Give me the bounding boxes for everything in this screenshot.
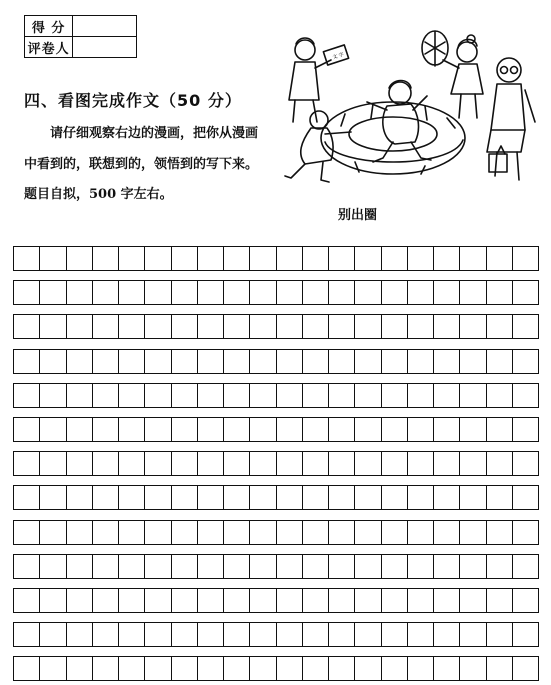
- grid-cell[interactable]: [303, 521, 329, 544]
- grid-cell[interactable]: [119, 486, 145, 509]
- grid-cell[interactable]: [434, 521, 460, 544]
- grid-cell[interactable]: [224, 247, 250, 270]
- grid-row: [13, 417, 539, 442]
- grid-cell[interactable]: [277, 486, 303, 509]
- grid-cell[interactable]: [382, 521, 408, 544]
- grid-cell[interactable]: [303, 418, 329, 441]
- grid-cell[interactable]: [14, 589, 40, 612]
- grid-cell[interactable]: [460, 350, 486, 373]
- grid-cell[interactable]: [434, 247, 460, 270]
- grid-cell[interactable]: [408, 418, 434, 441]
- grid-cell[interactable]: [382, 281, 408, 304]
- grid-cell[interactable]: [14, 247, 40, 270]
- grid-cell[interactable]: [303, 247, 329, 270]
- grid-cell[interactable]: [434, 623, 460, 646]
- grid-cell[interactable]: [460, 555, 486, 578]
- grid-cell[interactable]: [67, 589, 93, 612]
- grid-cell[interactable]: [303, 315, 329, 338]
- grid-cell[interactable]: [434, 589, 460, 612]
- grid-cell[interactable]: [172, 623, 198, 646]
- grid-cell[interactable]: [513, 623, 538, 646]
- grid-cell[interactable]: [277, 521, 303, 544]
- grid-cell[interactable]: [355, 555, 381, 578]
- grid-cell[interactable]: [145, 623, 171, 646]
- grid-cell[interactable]: [487, 350, 513, 373]
- grid-cell[interactable]: [224, 589, 250, 612]
- grid-cell[interactable]: [224, 281, 250, 304]
- grid-cell[interactable]: [434, 384, 460, 407]
- grid-cell[interactable]: [513, 521, 538, 544]
- grid-cell[interactable]: [119, 589, 145, 612]
- grid-cell[interactable]: [224, 315, 250, 338]
- grid-cell[interactable]: [408, 452, 434, 475]
- grid-cell[interactable]: [250, 315, 276, 338]
- grid-cell[interactable]: [487, 247, 513, 270]
- grid-cell[interactable]: [277, 623, 303, 646]
- grid-cell[interactable]: [277, 350, 303, 373]
- grid-row: [13, 383, 539, 408]
- grid-cell[interactable]: [198, 452, 224, 475]
- book-cover-text: 文 字: [331, 51, 345, 61]
- grid-cell[interactable]: [145, 315, 171, 338]
- grid-row: [13, 588, 539, 613]
- grid-cell[interactable]: [145, 418, 171, 441]
- grid-cell[interactable]: [198, 384, 224, 407]
- grid-cell[interactable]: [93, 281, 119, 304]
- grid-row: [13, 554, 539, 579]
- grid-cell[interactable]: [329, 623, 355, 646]
- grid-cell[interactable]: [14, 418, 40, 441]
- grid-cell[interactable]: [487, 589, 513, 612]
- grid-cell[interactable]: [93, 350, 119, 373]
- grid-cell[interactable]: [67, 452, 93, 475]
- grader-label: 评卷人: [25, 37, 73, 58]
- grid-cell[interactable]: [14, 315, 40, 338]
- grid-cell[interactable]: [329, 384, 355, 407]
- grid-cell[interactable]: [224, 384, 250, 407]
- grid-cell[interactable]: [460, 521, 486, 544]
- grid-cell[interactable]: [513, 589, 538, 612]
- grid-cell[interactable]: [119, 452, 145, 475]
- grid-cell[interactable]: [355, 486, 381, 509]
- grid-cell[interactable]: [67, 555, 93, 578]
- grid-cell[interactable]: [198, 315, 224, 338]
- grid-cell[interactable]: [93, 623, 119, 646]
- grid-cell[interactable]: [329, 350, 355, 373]
- grid-cell[interactable]: [329, 247, 355, 270]
- grid-cell[interactable]: [145, 281, 171, 304]
- grid-cell[interactable]: [93, 555, 119, 578]
- grid-cell[interactable]: [408, 281, 434, 304]
- grid-cell[interactable]: [329, 281, 355, 304]
- grid-cell[interactable]: [198, 486, 224, 509]
- grid-cell[interactable]: [277, 657, 303, 680]
- grid-cell[interactable]: [93, 247, 119, 270]
- grid-cell[interactable]: [40, 657, 66, 680]
- grid-cell[interactable]: [145, 486, 171, 509]
- grid-cell[interactable]: [67, 315, 93, 338]
- grid-cell[interactable]: [460, 623, 486, 646]
- grid-cell[interactable]: [67, 384, 93, 407]
- grid-cell[interactable]: [487, 384, 513, 407]
- grid-cell[interactable]: [408, 521, 434, 544]
- grid-row: [13, 314, 539, 339]
- grid-cell[interactable]: [329, 452, 355, 475]
- grid-cell[interactable]: [434, 281, 460, 304]
- grid-cell[interactable]: [329, 589, 355, 612]
- grid-cell[interactable]: [198, 657, 224, 680]
- grid-cell[interactable]: [460, 384, 486, 407]
- grid-cell[interactable]: [145, 555, 171, 578]
- grid-cell[interactable]: [460, 281, 486, 304]
- grid-cell[interactable]: [198, 589, 224, 612]
- grid-cell[interactable]: [224, 623, 250, 646]
- grid-cell[interactable]: [40, 521, 66, 544]
- grid-cell[interactable]: [460, 657, 486, 680]
- grid-cell[interactable]: [277, 315, 303, 338]
- grid-cell[interactable]: [250, 589, 276, 612]
- grid-cell[interactable]: [119, 521, 145, 544]
- grid-cell[interactable]: [382, 589, 408, 612]
- grid-cell[interactable]: [460, 452, 486, 475]
- grid-cell[interactable]: [119, 247, 145, 270]
- grid-cell[interactable]: [434, 418, 460, 441]
- grid-cell[interactable]: [329, 418, 355, 441]
- grid-cell[interactable]: [224, 418, 250, 441]
- grid-cell[interactable]: [355, 418, 381, 441]
- grid-cell[interactable]: [224, 486, 250, 509]
- grid-cell[interactable]: [14, 623, 40, 646]
- grid-cell[interactable]: [145, 384, 171, 407]
- grid-cell[interactable]: [408, 315, 434, 338]
- grid-cell[interactable]: [198, 418, 224, 441]
- grid-cell[interactable]: [277, 589, 303, 612]
- grid-cell[interactable]: [434, 350, 460, 373]
- grid-cell[interactable]: [460, 486, 486, 509]
- grid-cell[interactable]: [93, 315, 119, 338]
- grid-cell[interactable]: [14, 350, 40, 373]
- grid-cell[interactable]: [487, 657, 513, 680]
- score-table: [24, 15, 137, 58]
- grid-cell[interactable]: [382, 657, 408, 680]
- grid-cell[interactable]: [355, 247, 381, 270]
- grid-cell[interactable]: [303, 452, 329, 475]
- grid-cell[interactable]: [250, 623, 276, 646]
- grid-cell[interactable]: [145, 521, 171, 544]
- grid-cell[interactable]: [513, 384, 538, 407]
- grid-cell[interactable]: [14, 657, 40, 680]
- grid-cell[interactable]: [329, 555, 355, 578]
- cartoon-caption: 别出圈: [338, 208, 378, 223]
- grid-cell[interactable]: [119, 418, 145, 441]
- grid-cell[interactable]: [355, 521, 381, 544]
- grid-cell[interactable]: [172, 350, 198, 373]
- grid-row: [13, 656, 539, 681]
- grid-cell[interactable]: [487, 452, 513, 475]
- grid-cell[interactable]: [40, 384, 66, 407]
- grid-cell[interactable]: [277, 418, 303, 441]
- grid-cell[interactable]: [172, 315, 198, 338]
- grid-cell[interactable]: [303, 623, 329, 646]
- cartoon-illustration: [275, 30, 541, 198]
- grid-cell[interactable]: [355, 384, 381, 407]
- grid-cell[interactable]: [67, 521, 93, 544]
- grid-cell[interactable]: [303, 589, 329, 612]
- grid-cell[interactable]: [434, 657, 460, 680]
- grid-cell[interactable]: [513, 452, 538, 475]
- grid-cell[interactable]: [250, 281, 276, 304]
- grid-row: [13, 246, 539, 271]
- grid-cell[interactable]: [93, 521, 119, 544]
- grid-cell[interactable]: [355, 350, 381, 373]
- grid-cell[interactable]: [277, 555, 303, 578]
- grid-cell[interactable]: [303, 350, 329, 373]
- grid-cell[interactable]: [119, 281, 145, 304]
- grid-cell[interactable]: [408, 384, 434, 407]
- grid-cell[interactable]: [224, 521, 250, 544]
- grid-cell[interactable]: [40, 418, 66, 441]
- grid-cell[interactable]: [513, 486, 538, 509]
- grader-field[interactable]: [73, 37, 137, 58]
- grid-cell[interactable]: [145, 589, 171, 612]
- grid-cell[interactable]: [355, 452, 381, 475]
- grid-cell[interactable]: [277, 281, 303, 304]
- grid-cell[interactable]: [67, 623, 93, 646]
- grid-cell[interactable]: [408, 555, 434, 578]
- grid-cell[interactable]: [382, 247, 408, 270]
- grid-cell[interactable]: [487, 486, 513, 509]
- grid-cell[interactable]: [119, 315, 145, 338]
- grid-cell[interactable]: [355, 589, 381, 612]
- grid-cell[interactable]: [93, 657, 119, 680]
- grid-cell[interactable]: [408, 623, 434, 646]
- grid-cell[interactable]: [408, 350, 434, 373]
- grid-cell[interactable]: [513, 350, 538, 373]
- grid-cell[interactable]: [172, 555, 198, 578]
- grid-cell[interactable]: [487, 315, 513, 338]
- grid-cell[interactable]: [40, 623, 66, 646]
- grid-cell[interactable]: [329, 657, 355, 680]
- grid-cell[interactable]: [14, 384, 40, 407]
- grid-cell[interactable]: [382, 623, 408, 646]
- grid-cell[interactable]: [67, 418, 93, 441]
- grid-cell[interactable]: [355, 281, 381, 304]
- grid-cell[interactable]: [67, 486, 93, 509]
- grid-cell[interactable]: [145, 657, 171, 680]
- grid-cell[interactable]: [119, 555, 145, 578]
- grid-cell[interactable]: [434, 452, 460, 475]
- grid-cell[interactable]: [277, 247, 303, 270]
- grid-cell[interactable]: [513, 418, 538, 441]
- grid-cell[interactable]: [14, 555, 40, 578]
- grid-cell[interactable]: [93, 452, 119, 475]
- grid-cell[interactable]: [40, 315, 66, 338]
- grid-cell[interactable]: [172, 384, 198, 407]
- grid-cell[interactable]: [250, 384, 276, 407]
- grid-cell[interactable]: [382, 555, 408, 578]
- grid-cell[interactable]: [382, 384, 408, 407]
- grid-cell[interactable]: [408, 589, 434, 612]
- grid-cell[interactable]: [172, 486, 198, 509]
- grid-cell[interactable]: [145, 452, 171, 475]
- grid-cell[interactable]: [198, 623, 224, 646]
- grid-cell[interactable]: [93, 589, 119, 612]
- grid-row: [13, 280, 539, 305]
- grid-cell[interactable]: [460, 589, 486, 612]
- grid-cell[interactable]: [119, 350, 145, 373]
- grid-cell[interactable]: [513, 657, 538, 680]
- grid-cell[interactable]: [93, 486, 119, 509]
- grid-cell[interactable]: [14, 521, 40, 544]
- grid-cell[interactable]: [145, 350, 171, 373]
- grid-cell[interactable]: [277, 452, 303, 475]
- grid-cell[interactable]: [355, 623, 381, 646]
- grid-cell[interactable]: [434, 555, 460, 578]
- grid-cell[interactable]: [487, 521, 513, 544]
- grid-cell[interactable]: [434, 315, 460, 338]
- grid-cell[interactable]: [172, 452, 198, 475]
- grid-cell[interactable]: [513, 315, 538, 338]
- grid-cell[interactable]: [250, 521, 276, 544]
- grid-cell[interactable]: [487, 418, 513, 441]
- grid-cell[interactable]: [224, 657, 250, 680]
- grid-cell[interactable]: [145, 247, 171, 270]
- grid-cell[interactable]: [198, 247, 224, 270]
- grid-cell[interactable]: [303, 486, 329, 509]
- grid-cell[interactable]: [93, 384, 119, 407]
- grid-row: [13, 451, 539, 476]
- grid-cell[interactable]: [172, 521, 198, 544]
- grid-cell[interactable]: [40, 452, 66, 475]
- grid-cell[interactable]: [382, 418, 408, 441]
- grid-cell[interactable]: [408, 247, 434, 270]
- grid-cell[interactable]: [224, 452, 250, 475]
- grid-cell[interactable]: [250, 418, 276, 441]
- grid-cell[interactable]: [460, 315, 486, 338]
- grid-cell[interactable]: [250, 452, 276, 475]
- grid-cell[interactable]: [40, 350, 66, 373]
- grid-cell[interactable]: [40, 281, 66, 304]
- grid-cell[interactable]: [303, 281, 329, 304]
- grid-cell[interactable]: [355, 315, 381, 338]
- grid-cell[interactable]: [198, 350, 224, 373]
- grid-cell[interactable]: [408, 486, 434, 509]
- grid-cell[interactable]: [40, 589, 66, 612]
- grid-cell[interactable]: [250, 657, 276, 680]
- grid-cell[interactable]: [460, 418, 486, 441]
- score-label: 得 分: [25, 16, 73, 37]
- grid-cell[interactable]: [408, 657, 434, 680]
- grid-cell[interactable]: [250, 486, 276, 509]
- section-title: 四、看图完成作文（50 分）: [24, 91, 242, 110]
- grid-cell[interactable]: [14, 486, 40, 509]
- grid-cell[interactable]: [119, 657, 145, 680]
- grid-row: [13, 485, 539, 510]
- grid-cell[interactable]: [513, 281, 538, 304]
- grid-cell[interactable]: [382, 486, 408, 509]
- grid-cell[interactable]: [487, 555, 513, 578]
- grid-cell[interactable]: [303, 657, 329, 680]
- grid-cell[interactable]: [329, 315, 355, 338]
- instructions: 请仔细观察右边的漫画，把你从漫画中看到的，联想到的，领悟到的写下来。题目自拟，500 字左右。: [24, 126, 259, 202]
- grid-cell[interactable]: [277, 384, 303, 407]
- grid-cell[interactable]: [14, 281, 40, 304]
- grid-cell[interactable]: [172, 657, 198, 680]
- grid-cell[interactable]: [198, 281, 224, 304]
- grid-row: [13, 349, 539, 374]
- grid-cell[interactable]: [14, 452, 40, 475]
- grid-row: [13, 520, 539, 545]
- grid-cell[interactable]: [303, 384, 329, 407]
- grid-cell[interactable]: [250, 555, 276, 578]
- grid-cell[interactable]: [434, 486, 460, 509]
- grid-cell[interactable]: [513, 555, 538, 578]
- score-field[interactable]: [73, 16, 137, 37]
- grid-cell[interactable]: [67, 657, 93, 680]
- grid-cell[interactable]: [198, 555, 224, 578]
- grid-cell[interactable]: [513, 247, 538, 270]
- grid-cell[interactable]: [250, 350, 276, 373]
- grid-cell[interactable]: [355, 657, 381, 680]
- grid-cell[interactable]: [329, 521, 355, 544]
- grid-cell[interactable]: [487, 281, 513, 304]
- grid-cell[interactable]: [93, 418, 119, 441]
- grid-cell[interactable]: [460, 247, 486, 270]
- grid-cell[interactable]: [67, 350, 93, 373]
- grid-cell[interactable]: [67, 281, 93, 304]
- grid-cell[interactable]: [119, 384, 145, 407]
- grid-cell[interactable]: [329, 486, 355, 509]
- grid-cell[interactable]: [67, 247, 93, 270]
- grid-cell[interactable]: [172, 418, 198, 441]
- grid-cell[interactable]: [382, 350, 408, 373]
- grid-cell[interactable]: [119, 623, 145, 646]
- grid-cell[interactable]: [40, 555, 66, 578]
- grid-cell[interactable]: [224, 555, 250, 578]
- grid-cell[interactable]: [40, 486, 66, 509]
- grid-cell[interactable]: [172, 247, 198, 270]
- grid-cell[interactable]: [382, 315, 408, 338]
- grid-cell[interactable]: [487, 623, 513, 646]
- grid-cell[interactable]: [40, 247, 66, 270]
- grid-cell[interactable]: [224, 350, 250, 373]
- grid-row: [13, 622, 539, 647]
- grid-cell[interactable]: [172, 281, 198, 304]
- grid-cell[interactable]: [303, 555, 329, 578]
- writing-grid[interactable]: [13, 240, 539, 685]
- grid-cell[interactable]: [198, 521, 224, 544]
- grid-cell[interactable]: [172, 589, 198, 612]
- grid-cell[interactable]: [250, 247, 276, 270]
- grid-cell[interactable]: [382, 452, 408, 475]
